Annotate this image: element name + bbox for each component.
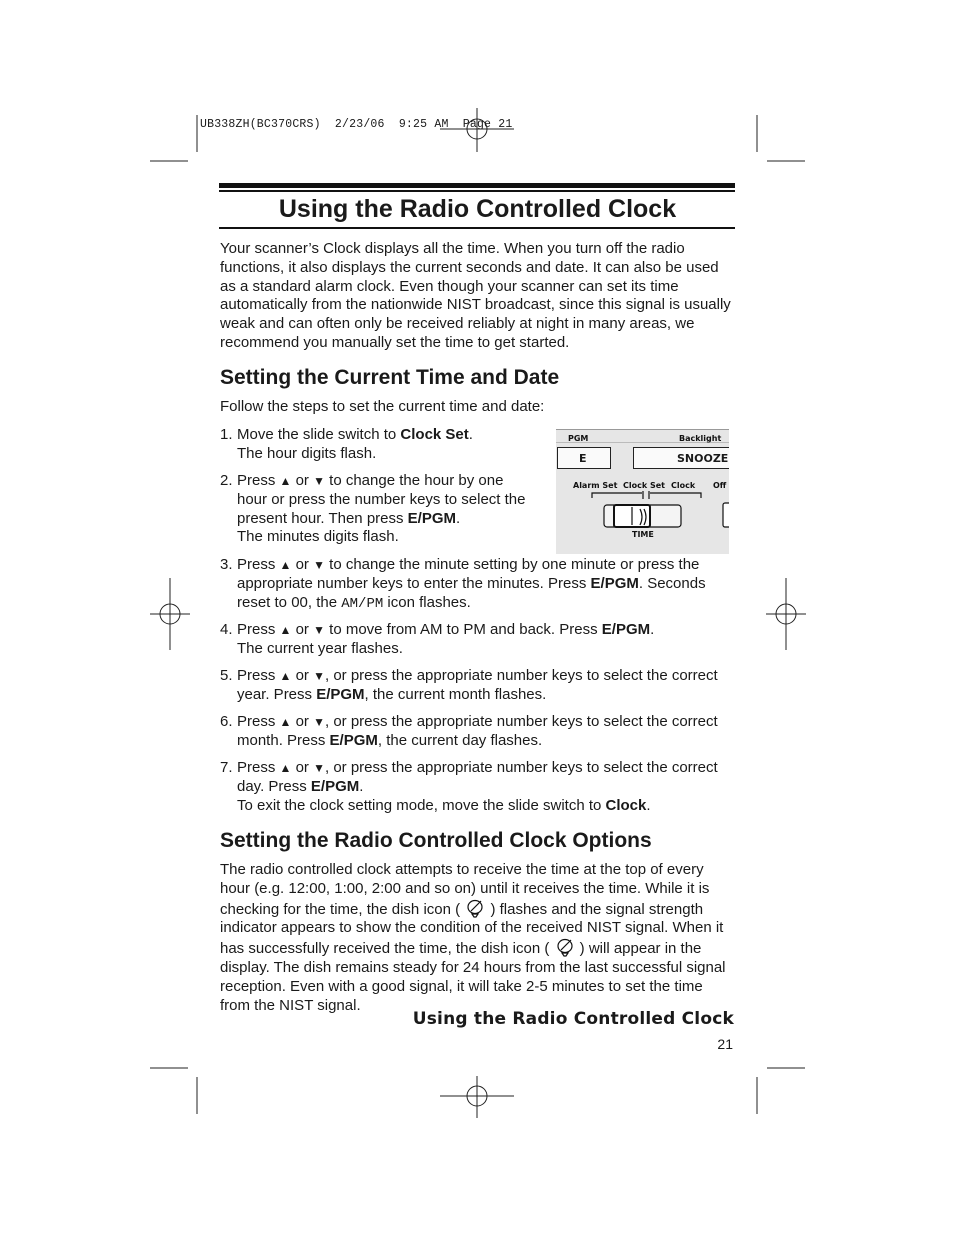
down-arrow-icon: ▼	[313, 474, 325, 488]
step-text: Press	[237, 713, 276, 730]
step-text: or	[295, 621, 309, 638]
step-text: or	[295, 667, 309, 684]
step-text: , or press the appropriate number keys to select the correct year. Press	[237, 667, 718, 703]
intro-paragraph: Your scanner’s Clock displays all the time. When you turn off the radio functions, it also displays the current seconds and date. It can also be used as a standard alarm clock. Even though your scanner can set its time automatically from the nationwide NIST broadcast, since this signal is usually weak and can often only be received reliably at night in many areas, we recommend you manually set the time to get started.	[220, 240, 731, 351]
step-emphasis: Clock Set	[400, 426, 469, 443]
section-heading-clock-options: Setting the Radio Controlled Clock Options	[220, 829, 652, 852]
step-text: .	[650, 621, 655, 638]
step-text: or	[295, 713, 309, 730]
step-text: Press	[237, 759, 276, 776]
print-slug: UB338ZH(BC370CRS) 2/23/06 9:25 AM Page 21	[200, 118, 513, 131]
step-text: .	[359, 777, 364, 795]
step-result: The current year flashes.	[237, 639, 403, 657]
page-title: Using the Radio Controlled Clock	[278, 195, 677, 223]
step-5	[220, 667, 735, 705]
step-text: to change the minute setting by one minute or press the appropriate number keys to enter the minutes. Press	[237, 556, 700, 592]
running-footer-title: Using the Radio Controlled Clock	[412, 1009, 734, 1029]
title-underline	[219, 227, 735, 229]
up-arrow-icon: ▲	[279, 558, 292, 572]
section-heading-time-date: Setting the Current Time and Date	[220, 366, 560, 389]
step-2	[220, 472, 530, 547]
page-number: 21	[717, 1036, 733, 1052]
step-text: , or press the appropriate number keys to select the correct day. Press	[237, 759, 718, 795]
off-label: Off	[713, 481, 727, 490]
step-text: icon flashes.	[383, 593, 471, 611]
e-key[interactable]: E	[557, 447, 611, 469]
step-emphasis: E/PGM	[329, 731, 378, 749]
step-text: Press	[237, 667, 276, 684]
time-label: TIME	[632, 530, 654, 539]
scanner-panel-illustration	[556, 429, 729, 554]
title-rule-thick	[219, 183, 735, 188]
step-6	[220, 713, 735, 751]
down-arrow-icon: ▼	[313, 669, 325, 683]
step-text: , the current month flashes.	[364, 685, 547, 703]
step-number: 1.	[220, 426, 233, 443]
step-number: 3.	[220, 556, 233, 573]
step-text: . Seconds reset to 00, the	[237, 574, 706, 611]
down-arrow-icon: ▼	[313, 623, 325, 637]
dish-icon	[464, 899, 486, 919]
step-emphasis: Clock	[605, 796, 647, 814]
clock-set-label: Clock Set	[623, 481, 665, 490]
up-arrow-icon: ▲	[279, 761, 292, 775]
section-lead: Follow the steps to set the current time and date:	[220, 398, 545, 415]
pgm-label: PGM	[568, 434, 589, 443]
step-emphasis: E/PGM	[310, 777, 360, 795]
step-text: or	[295, 759, 309, 776]
step-emphasis: E/PGM	[316, 685, 365, 703]
step-text: Press	[237, 556, 276, 573]
step-result: The minutes digits flash.	[237, 528, 399, 546]
step-3	[220, 556, 735, 613]
step-result: To exit the clock setting mode, move the slide switch to	[237, 796, 606, 814]
step-1	[220, 426, 530, 464]
step-number: 5.	[220, 667, 233, 684]
step-emphasis: E/PGM	[407, 509, 457, 527]
step-text: or	[295, 556, 309, 573]
step-text: , or press the appropriate number keys to select the correct month. Press	[237, 713, 718, 749]
step-number: 7.	[220, 759, 233, 776]
step-text: Press	[237, 472, 276, 489]
up-arrow-icon: ▲	[279, 669, 292, 683]
paragraph-text: ) will appear in the display. The dish remains steady for 24 hours from the last successful signal reception. Even with a good signal, it will take 2-5 minutes to set the time from the NIST signal.	[220, 940, 726, 1014]
step-4	[220, 621, 735, 659]
clock-options-paragraph	[220, 861, 735, 1015]
up-arrow-icon: ▲	[279, 715, 292, 729]
step-text: .	[456, 509, 461, 527]
snooze-key[interactable]: SNOOZE	[633, 447, 729, 469]
clock-label: Clock	[671, 481, 696, 490]
up-arrow-icon: ▲	[279, 474, 292, 488]
step-text: .	[646, 796, 651, 814]
up-arrow-icon: ▲	[279, 623, 292, 637]
step-number: 2.	[220, 472, 233, 489]
down-arrow-icon: ▼	[313, 558, 325, 572]
step-text: or	[295, 472, 309, 489]
dish-icon	[554, 938, 576, 958]
step-emphasis: E/PGM	[601, 621, 651, 638]
step-number: 4.	[220, 621, 233, 638]
step-text: , the current day flashes.	[377, 731, 543, 749]
backlight-label: Backlight	[679, 434, 722, 443]
step-text: Move the slide switch to	[237, 426, 401, 443]
step-text: to move from AM to PM and back. Press	[324, 621, 602, 638]
down-arrow-icon: ▼	[313, 715, 325, 729]
step-result: The hour digits flash.	[237, 444, 377, 462]
step-number: 6.	[220, 713, 233, 730]
alarm-set-label: Alarm Set	[573, 481, 618, 490]
step-text: Press	[237, 621, 276, 638]
step-text: .	[468, 426, 473, 443]
step-7	[220, 759, 735, 815]
paragraph-text: The radio controlled clock attempts to receive the time at the top of every hour (e.g. 12:00, 1:00, 2:00 and so on) until it receives the time. While it is checking for the time, the dish icon (	[220, 861, 710, 918]
down-arrow-icon: ▼	[313, 761, 325, 775]
am-pm-icon-label: AM/PM	[341, 595, 384, 612]
step-text: to change the hour by one hour or press the number keys to select the present hour. Then press	[237, 472, 526, 527]
step-emphasis: E/PGM	[590, 574, 639, 592]
paragraph-text: ) flashes and the signal strength indicator appears to show the condition of the received NIST signal. When it has successfully received the time, the dish icon (	[220, 900, 724, 958]
